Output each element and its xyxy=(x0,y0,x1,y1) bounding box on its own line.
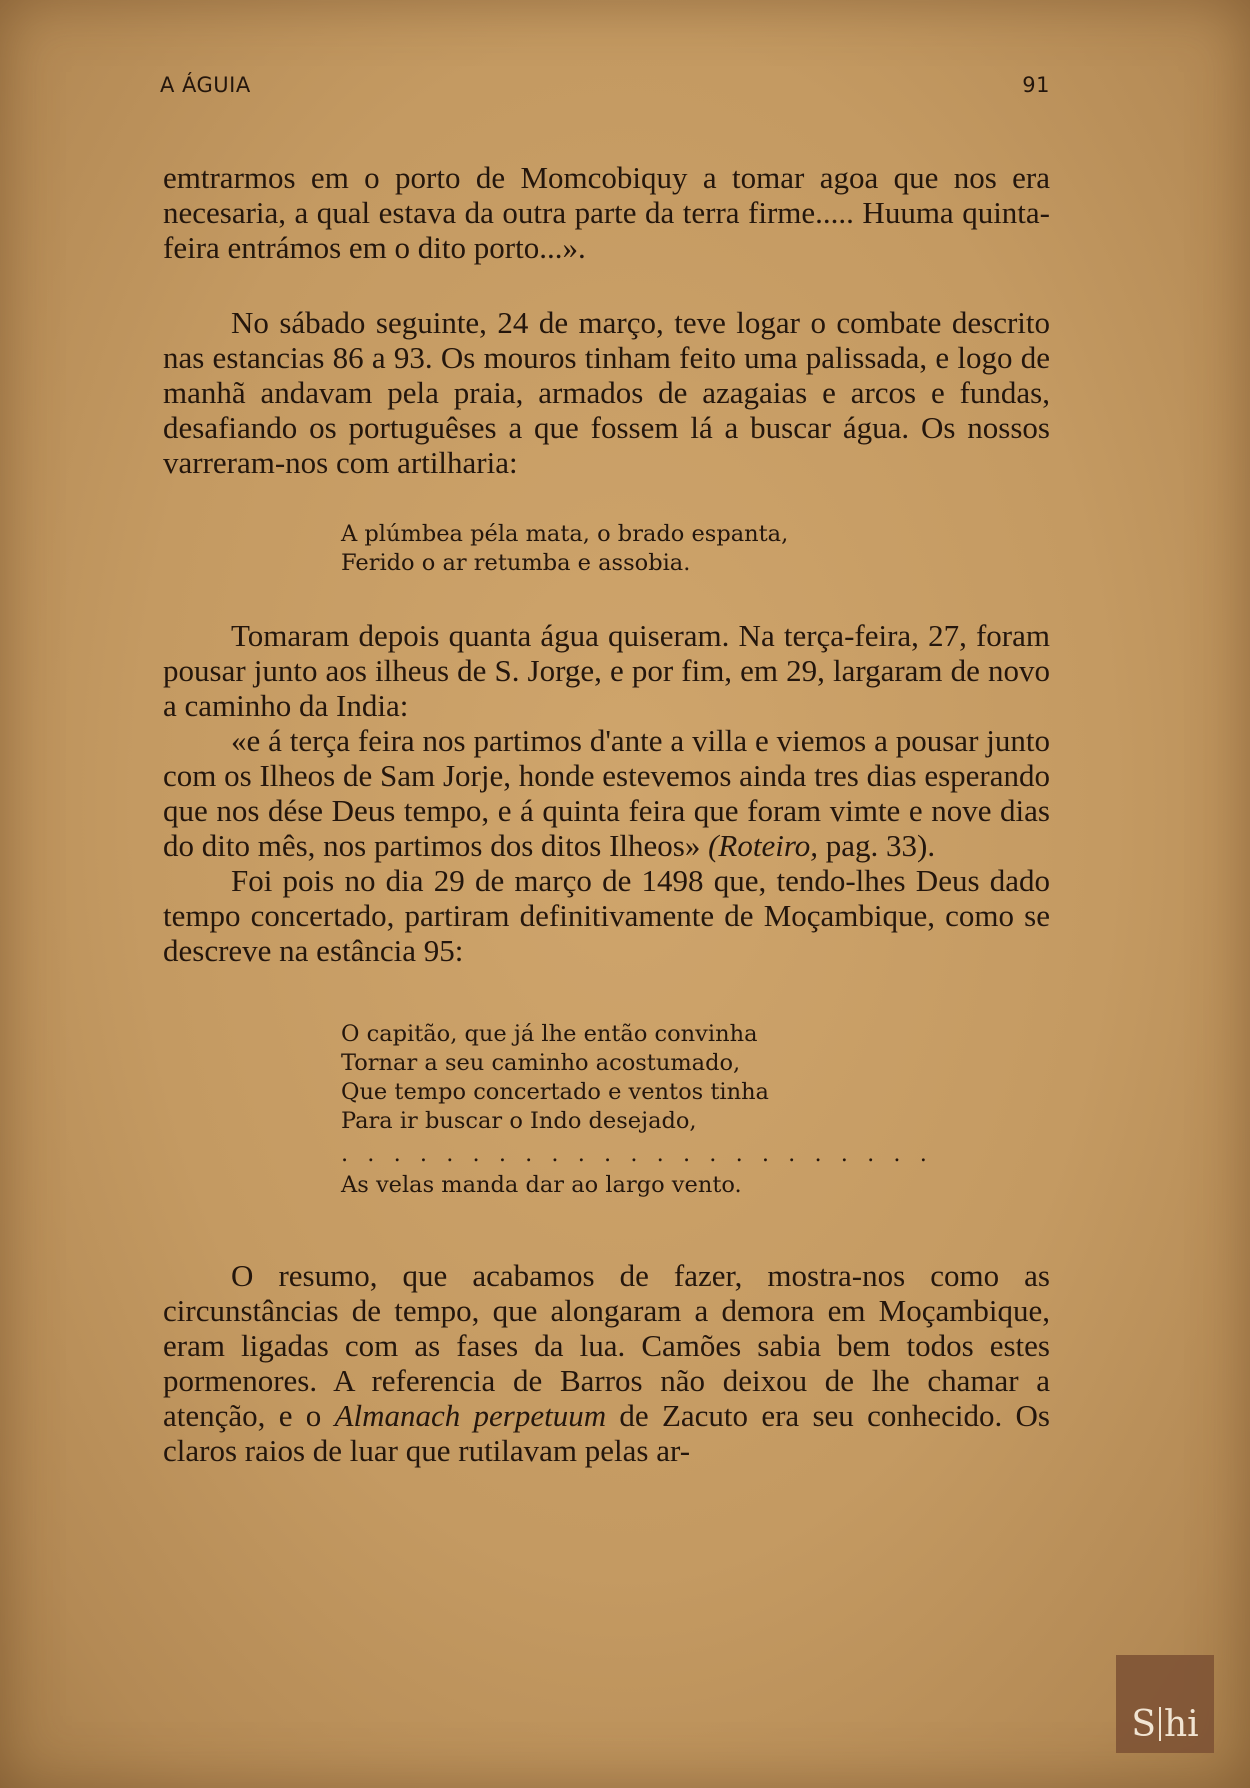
verse-line: Para ir buscar o Indo desejado, xyxy=(341,1108,697,1134)
verse-line: Tornar a seu caminho acostumado, xyxy=(341,1050,741,1076)
verse-line: Ferido o ar retumba e assobia. xyxy=(341,550,691,576)
verse-quote-1 xyxy=(341,520,1050,578)
paragraph-continuation: emtrarmos em o porto de Momcobiquy a tomar agoa que nos era necesaria, a qual estava da outra parte da terra firme..... Huuma quinta-feira entrámos em o dito porto...». xyxy=(163,160,1050,265)
journal-title: A ÁGUIA xyxy=(160,73,251,97)
watermark-bar xyxy=(1159,1707,1161,1741)
citation-page: pag. 33). xyxy=(818,828,936,863)
verse-quote-2 xyxy=(341,1020,1050,1200)
watermark-letters-hi: hi xyxy=(1163,1704,1199,1745)
paragraph-water: Tomaram depois quanta água quiseram. Na terça-feira, 27, foram pousar junto aos ilheus de S. Jorge, e por fim, em 29, largaram de novo a caminho da India: xyxy=(163,618,1050,723)
watermark-letter-s: S xyxy=(1131,1704,1156,1745)
paragraph-summary xyxy=(163,1258,1050,1468)
running-header xyxy=(160,68,1050,102)
verse-line: A plúmbea péla mata, o brado espanta, xyxy=(341,521,789,547)
summary-text-end: de Zacuto era seu conhecido. Os claros raios de luar que rutilavam pelas ar- xyxy=(163,1398,1050,1468)
verse-line: As velas manda dar ao largo vento. xyxy=(341,1172,742,1198)
paragraph-roteiro-quote xyxy=(163,723,1050,863)
page-number: 91 xyxy=(1022,73,1050,97)
roteiro-quote-text: «e á terça feira nos partimos d'ante a villa e viemos a pousar junto com os Ilheos de Sam Jorje, honde estevemos ainda tres dias esperando que nos dése Deus tempo, e á quinta feira que foram vimte e nove dias do dito mês, nos partimos dos ditos Ilheos» xyxy=(163,723,1050,863)
paragraph-departure: Foi pois no dia 29 de março de 1498 que, tendo-lhes Deus dado tempo concertado, partiram definitivamente de Moçambique, como se descreve na estância 95: xyxy=(163,863,1050,968)
summary-text-start: O resumo, que acabamos de fazer, mostra-nos como as circunstâncias de tempo, que alongaram a demora em Moçambique, eram ligadas com as fases da lua. Camões sabia bem todos estes pormenores. A referencia de Barros não deixou de lhe chamar a atenção, e o xyxy=(163,1258,1050,1433)
almanach-title: Almanach perpetuum xyxy=(334,1398,607,1433)
verse-ellipsis: . . . . . . . . . . . . . . . . . . . . . . . xyxy=(341,1141,933,1167)
library-watermark-logo xyxy=(1116,1655,1214,1753)
paragraph-combat: No sábado seguinte, 24 de março, teve logar o combate descrito nas estancias 86 a 93. Os mouros tinham feito uma palissada, e logo de manhã andavam pela praia, armados de azagaias e arcos e fundas, desafiando os portuguêses a que fossem lá a buscar água. Os nossos varreram-nos com artilharia: xyxy=(163,305,1050,480)
body-text xyxy=(163,160,1050,1468)
citation-title: (Roteiro, xyxy=(708,828,818,863)
verse-line: O capitão, que já lhe então convinha xyxy=(341,1021,758,1047)
verse-line: Que tempo concertado e ventos tinha xyxy=(341,1079,769,1105)
